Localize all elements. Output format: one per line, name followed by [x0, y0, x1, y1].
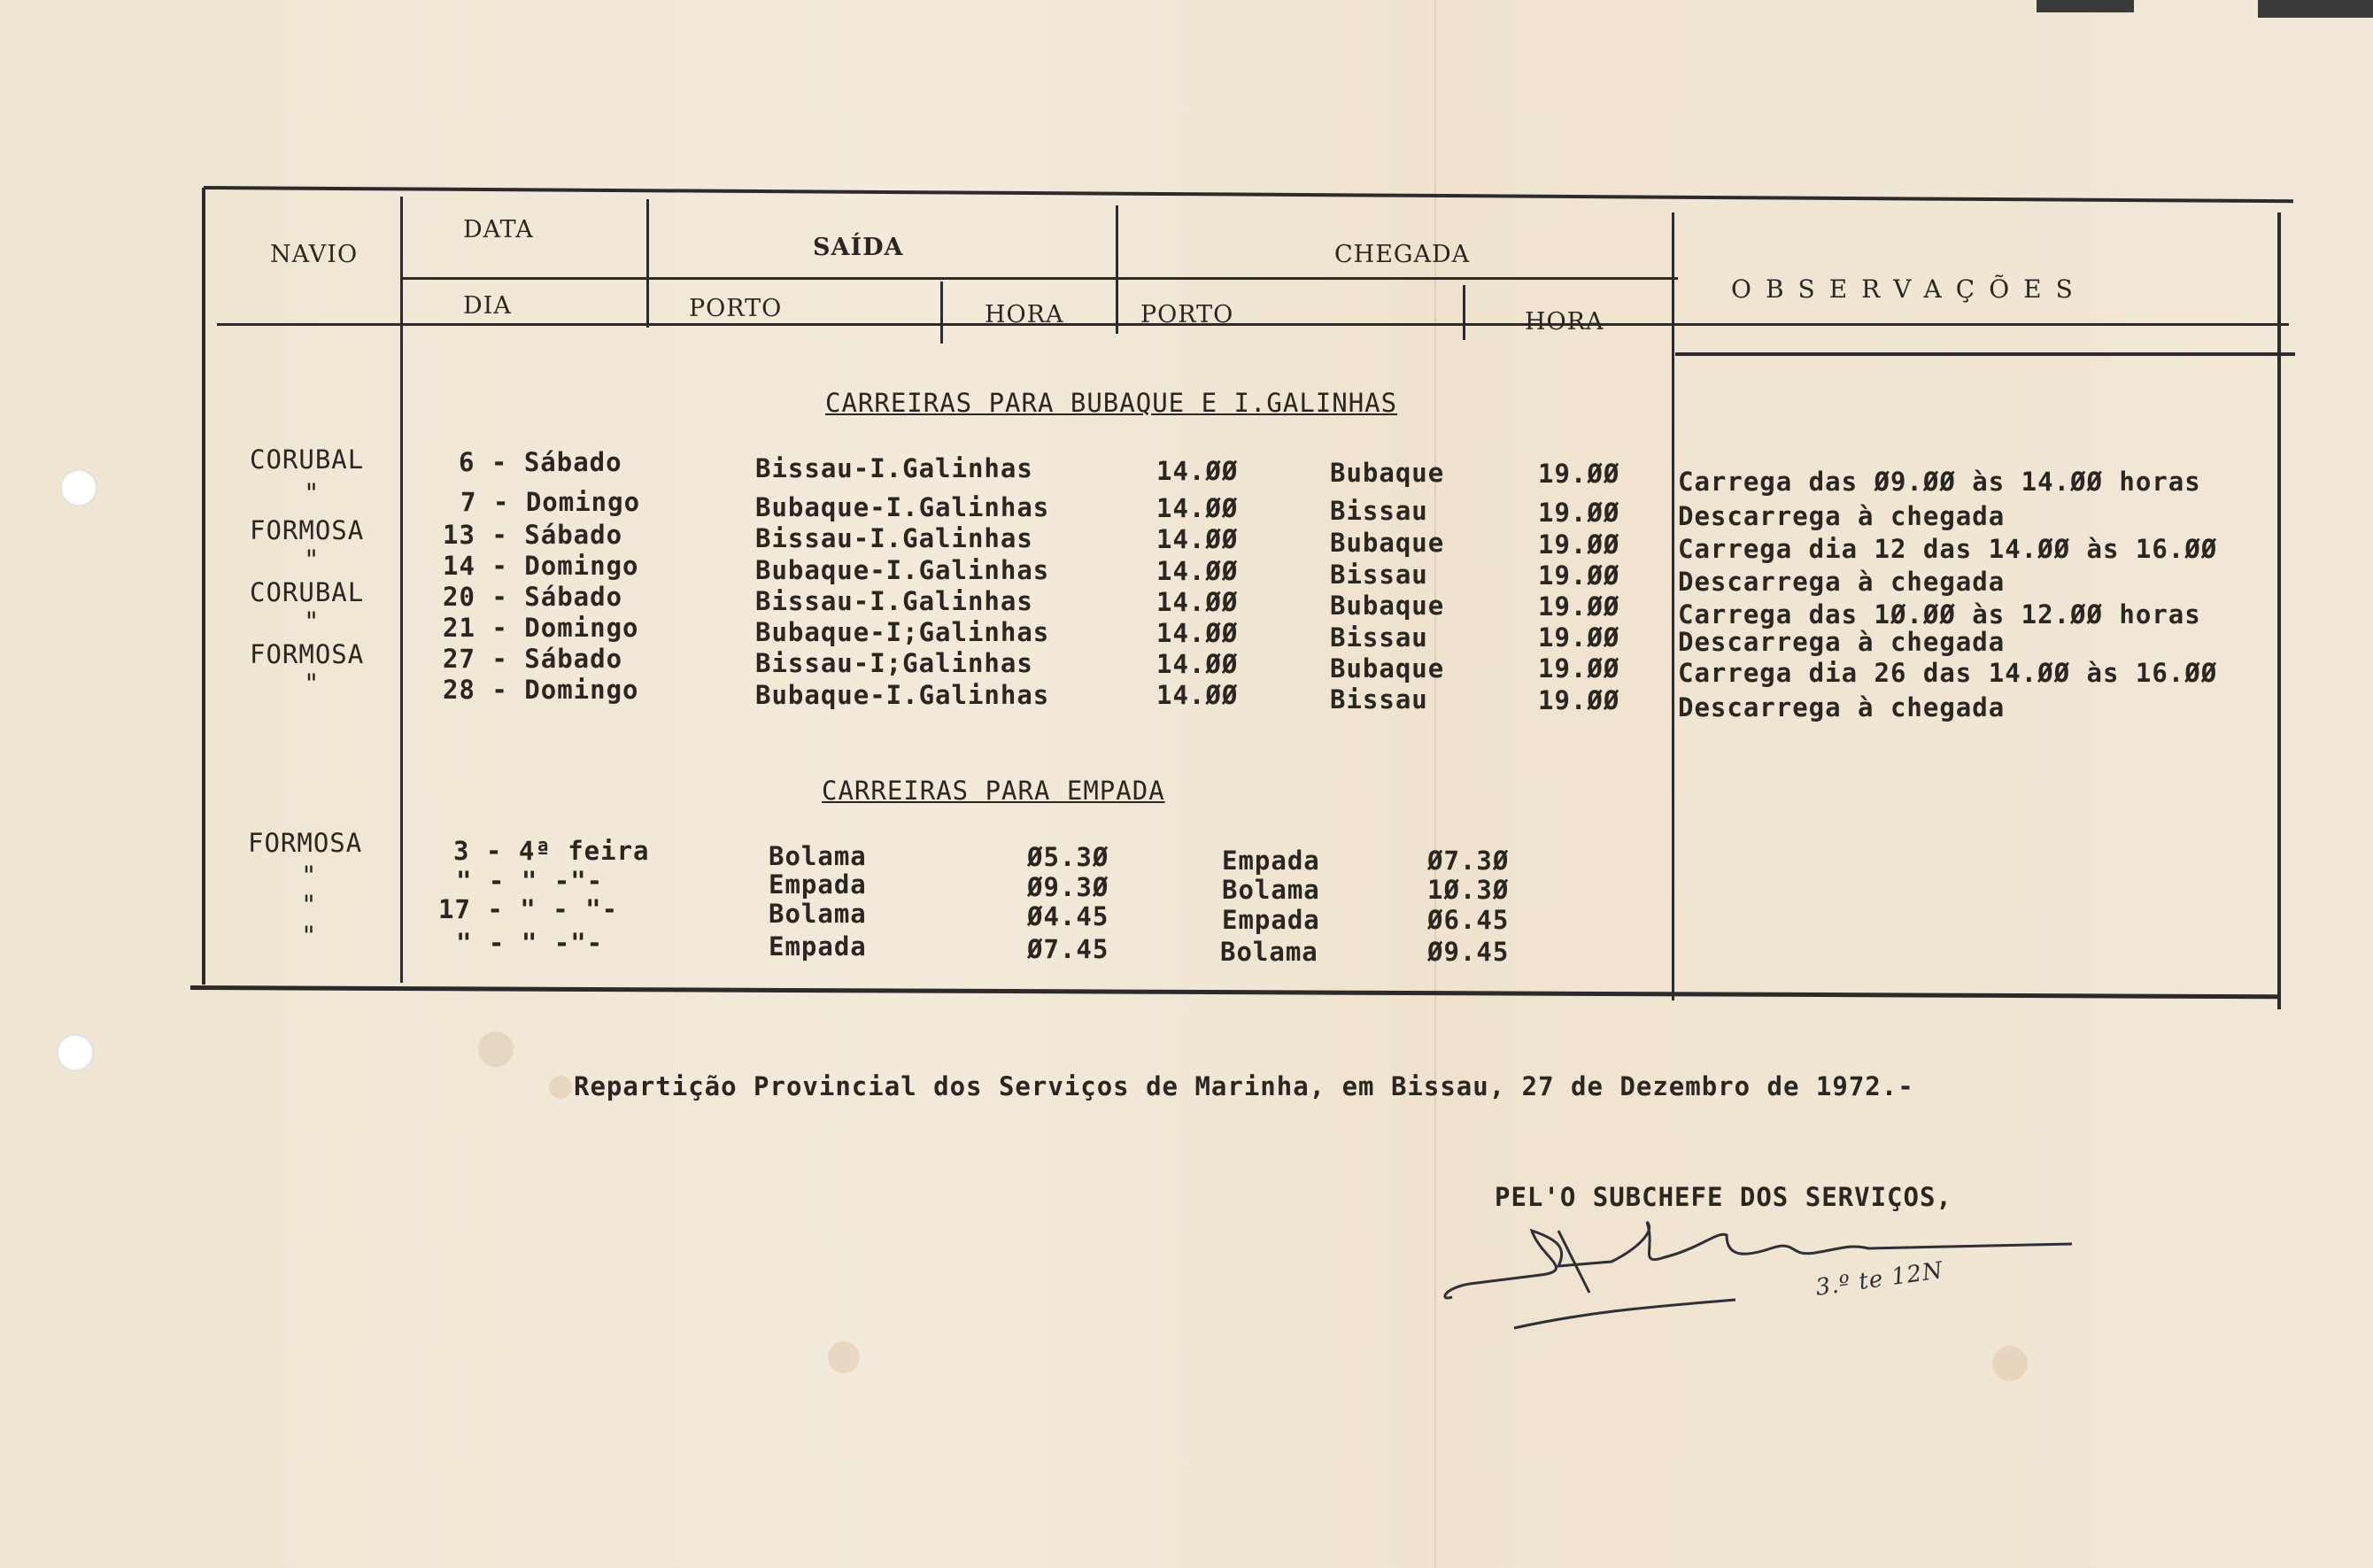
- cell-dia: " - " -"-: [456, 866, 604, 896]
- cell-dia: 7 - Domingo: [460, 487, 641, 517]
- cell-dia: " - " -"-: [456, 928, 604, 958]
- handwritten-signature: [1434, 1195, 2090, 1346]
- cell-obs: Carrega dia 12 das 14.ØØ às 16.ØØ: [1678, 534, 2218, 564]
- signature-note: 3.º te 12N: [1813, 1257, 1945, 1302]
- cell-porto-chegada: Bubaque: [1330, 458, 1445, 488]
- cell-hora-saida: 14.ØØ: [1156, 587, 1239, 617]
- stain: [549, 1076, 572, 1099]
- cell-hora-saida: Ø7.45: [1027, 934, 1109, 964]
- cell-hora-chegada: 19.ØØ: [1538, 622, 1620, 653]
- cell-obs: Descarrega à chegada: [1678, 692, 2006, 722]
- header-data: DATA: [463, 216, 534, 243]
- cell-hora-saida: 14.ØØ: [1156, 618, 1239, 648]
- col-divider-hora-chegada: [1463, 285, 1465, 340]
- punch-hole: [60, 469, 97, 506]
- header-porto-chegada: PORTO: [1140, 301, 1234, 328]
- cell-porto-saida: Empada: [769, 931, 867, 962]
- header-chegada: CHEGADA: [1334, 241, 1471, 268]
- cell-navio: FORMOSA: [250, 639, 365, 669]
- cell-porto-saida: Bubaque-I.Galinhas: [755, 680, 1050, 710]
- col-divider-saida: [646, 199, 649, 328]
- cell-hora-saida: 14.ØØ: [1156, 649, 1239, 679]
- cell-navio: CORUBAL: [250, 577, 365, 607]
- col-divider-obs: [1672, 212, 1674, 1000]
- cell-navio: FORMOSA: [250, 515, 365, 545]
- cell-hora-chegada: Ø9.45: [1427, 937, 1510, 967]
- cell-hora-saida: 14.ØØ: [1156, 680, 1239, 710]
- table-right-border: [2277, 212, 2281, 1009]
- cell-dia: 21 - Domingo: [443, 613, 639, 643]
- cell-hora-chegada: Ø7.3Ø: [1427, 846, 1510, 876]
- cell-navio: FORMOSA: [248, 828, 363, 858]
- cell-dia: 14 - Domingo: [443, 551, 639, 581]
- cell-porto-saida: Bissau-I.Galinhas: [755, 523, 1033, 553]
- col-divider-navio: [400, 197, 403, 983]
- cell-navio: ": [304, 545, 321, 575]
- cell-hora-chegada: 1Ø.3Ø: [1427, 875, 1510, 905]
- footer-statement: Repartição Provincial dos Serviços de Marinha, em Bissau, 27 de Dezembro de 1972.-: [574, 1071, 1914, 1101]
- cell-porto-chegada: Bubaque: [1330, 653, 1445, 684]
- cell-porto-chegada: Bubaque: [1330, 591, 1445, 621]
- cell-obs: Carrega dia 26 das 14.ØØ às 16.ØØ: [1678, 658, 2218, 688]
- cell-porto-saida: Bubaque-I.Galinhas: [755, 492, 1050, 522]
- cell-porto-saida: Bubaque-I.Galinhas: [755, 555, 1050, 585]
- cell-hora-saida: 14.ØØ: [1156, 556, 1239, 586]
- cell-hora-chegada: 19.ØØ: [1538, 653, 1620, 684]
- cell-porto-saida: Bolama: [769, 899, 867, 929]
- table-left-border: [202, 188, 205, 985]
- scan-edge: [2258, 0, 2373, 18]
- cell-hora-chegada: Ø6.45: [1427, 905, 1510, 935]
- cell-navio: ": [304, 606, 321, 637]
- cell-navio: ": [301, 890, 318, 920]
- cell-porto-chegada: Bissau: [1330, 496, 1428, 526]
- cell-obs: Carrega das Ø9.ØØ às 14.ØØ horas: [1678, 467, 2201, 497]
- cell-hora-chegada: 19.ØØ: [1538, 560, 1620, 591]
- cell-hora-saida: 14.ØØ: [1156, 524, 1239, 554]
- col-divider-chegada: [1116, 205, 1118, 334]
- cell-porto-chegada: Bissau: [1330, 684, 1428, 714]
- cell-porto-chegada: Bolama: [1220, 937, 1318, 967]
- table-header-border: [217, 323, 2289, 326]
- cell-navio: ": [304, 668, 321, 699]
- cell-hora-saida: Ø5.3Ø: [1027, 842, 1109, 872]
- cell-porto-saida: Bolama: [769, 841, 867, 871]
- cell-dia: 27 - Sábado: [443, 644, 623, 674]
- cell-hora-saida: Ø9.3Ø: [1027, 872, 1109, 902]
- cell-hora-saida: Ø4.45: [1027, 901, 1109, 931]
- cell-obs: Carrega das 1Ø.ØØ às 12.ØØ horas: [1678, 599, 2201, 630]
- cell-porto-saida: Bissau-I;Galinhas: [755, 648, 1033, 678]
- cell-navio: ": [301, 921, 318, 951]
- cell-hora-chegada: 19.ØØ: [1538, 591, 1620, 622]
- section-title-empada: CARREIRAS PARA EMPADA: [822, 776, 1165, 806]
- header-dia: DIA: [463, 292, 512, 320]
- header-mid-border: [403, 277, 1678, 280]
- cell-hora-saida: 14.ØØ: [1156, 493, 1239, 523]
- cell-obs: Descarrega à chegada: [1678, 501, 2006, 531]
- header-observacoes: OBSERVAÇÕES: [1731, 274, 2087, 304]
- footer-signoff: PEL'O SUBCHEFE DOS SERVIÇOS,: [1495, 1182, 1952, 1212]
- cell-hora-chegada: 19.ØØ: [1538, 529, 1620, 560]
- col-divider-hora-saida: [940, 282, 943, 344]
- header-hora-saida: HORA: [985, 301, 1064, 328]
- cell-obs: Descarrega à chegada: [1678, 627, 2006, 657]
- cell-obs: Descarrega à chegada: [1678, 567, 2006, 597]
- header-hora-chegada: HORA: [1525, 308, 1604, 336]
- cell-porto-saida: Bissau-I.Galinhas: [755, 586, 1033, 616]
- cell-dia: 13 - Sábado: [443, 520, 623, 550]
- cell-navio: CORUBAL: [250, 444, 365, 475]
- header-porto-saida: PORTO: [689, 295, 783, 322]
- cell-porto-chegada: Empada: [1222, 846, 1320, 876]
- cell-hora-chegada: 19.ØØ: [1538, 498, 1620, 528]
- cell-hora-chegada: 19.ØØ: [1538, 459, 1620, 489]
- stain: [478, 1031, 514, 1067]
- scan-edge: [2037, 0, 2134, 12]
- obs-header-border: [1675, 352, 2295, 356]
- cell-hora-chegada: 19.ØØ: [1538, 685, 1620, 715]
- stain: [828, 1341, 860, 1373]
- header-saida: SAÍDA: [813, 234, 904, 261]
- cell-dia: 28 - Domingo: [443, 675, 639, 705]
- cell-porto-chegada: Bissau: [1330, 622, 1428, 653]
- cell-porto-chegada: Bissau: [1330, 560, 1428, 590]
- cell-hora-saida: 14.ØØ: [1156, 456, 1239, 486]
- punch-hole: [57, 1034, 94, 1071]
- cell-dia: 6 - Sábado: [459, 447, 622, 477]
- cell-porto-saida: Bubaque-I;Galinhas: [755, 617, 1050, 647]
- header-navio: NAVIO: [270, 241, 359, 268]
- cell-navio: ": [304, 478, 321, 508]
- section-title-bubaque: CARREIRAS PARA BUBAQUE E I.GALINHAS: [825, 388, 1398, 418]
- cell-navio: ": [301, 861, 318, 891]
- cell-porto-saida: Bissau-I.Galinhas: [755, 453, 1033, 483]
- cell-porto-chegada: Bolama: [1222, 875, 1320, 905]
- cell-porto-chegada: Bubaque: [1330, 528, 1445, 558]
- cell-porto-chegada: Empada: [1222, 905, 1320, 935]
- stain: [1992, 1346, 2028, 1381]
- cell-dia: 3 - 4ª feira: [453, 836, 650, 866]
- cell-dia: 20 - Sábado: [443, 582, 623, 612]
- cell-dia: 17 - " - "-: [438, 894, 619, 924]
- cell-porto-saida: Empada: [769, 869, 867, 900]
